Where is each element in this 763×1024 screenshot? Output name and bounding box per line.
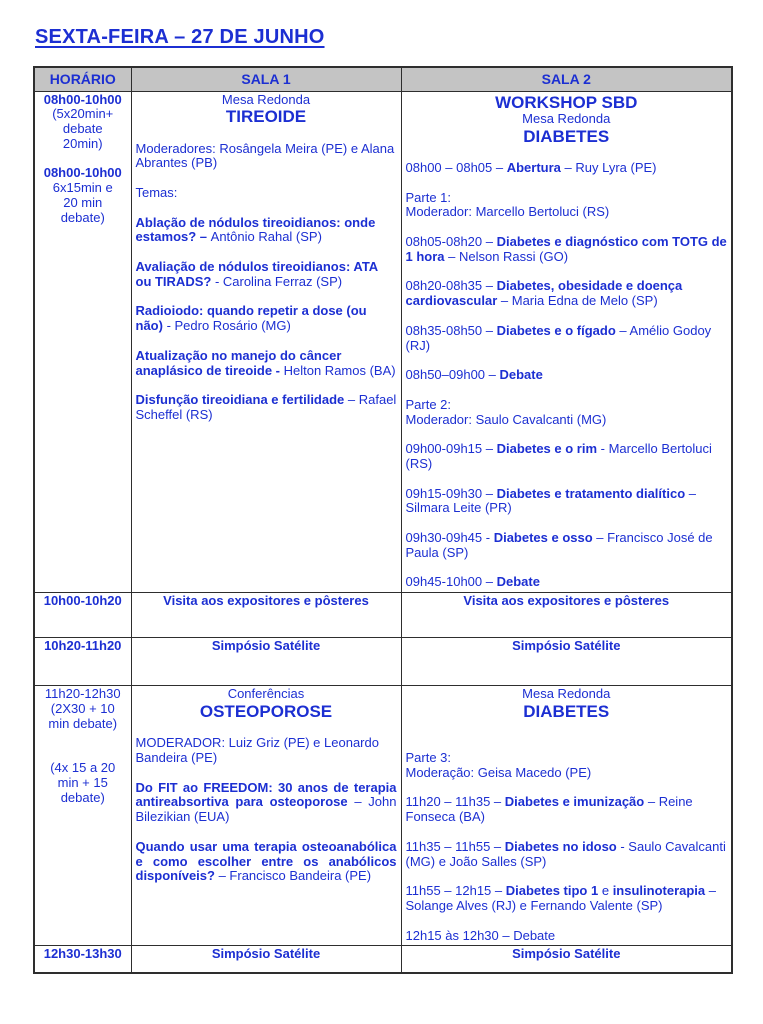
program-line xyxy=(39,122,127,137)
session-row-simposio-2 xyxy=(34,946,732,973)
program-line xyxy=(136,127,397,142)
sala2-cell-simposio xyxy=(401,946,732,973)
sala1-cell-osteoporose xyxy=(131,686,401,946)
program-line xyxy=(39,702,127,717)
text-run: Diabetes e o fígado xyxy=(496,322,616,338)
time-cell xyxy=(34,946,131,973)
text-run: 08h20-08h35 – xyxy=(405,278,497,294)
text-run: 10h00-10h20 xyxy=(43,593,122,609)
sala1-cell-visita xyxy=(131,593,401,638)
text-run: min + 15 xyxy=(57,774,108,790)
text-run: – Maria Edna de Melo (SP) xyxy=(497,293,658,309)
session-row-simposio-1 xyxy=(34,638,732,686)
sala1-cell-simposio xyxy=(131,638,401,686)
program-line xyxy=(406,766,728,781)
session-row-morning xyxy=(34,91,732,593)
program-line xyxy=(39,107,127,122)
program-line xyxy=(136,687,397,702)
text-run: Diabetes e tratamento dialítico xyxy=(496,485,686,501)
program-line xyxy=(406,869,728,884)
text-run: - Marcello Bertoluci (RS) xyxy=(405,441,712,472)
program-line xyxy=(136,722,397,737)
text-run: - Carolina Ferraz (SP) xyxy=(211,273,343,289)
program-line xyxy=(39,687,127,702)
session-heading xyxy=(136,107,397,127)
text-run: 09h15-09h30 – xyxy=(405,485,497,501)
text-run: 09h30-09h45 - xyxy=(405,530,494,546)
program-line xyxy=(406,324,728,354)
program-line xyxy=(406,191,728,206)
text-run: Diabetes no idoso xyxy=(504,838,617,854)
text-run: 09h45-10h00 – xyxy=(405,574,497,590)
session-heading xyxy=(406,93,728,113)
schedule-table xyxy=(33,66,733,974)
sala2-cell-diabetes-parte3 xyxy=(401,686,732,946)
program-line xyxy=(406,884,728,914)
program-line xyxy=(406,751,728,766)
program-line xyxy=(136,594,397,609)
text-run: 08h50–09h00 – xyxy=(405,367,500,383)
text-run: Abertura xyxy=(506,160,561,176)
text-run: Debate xyxy=(496,574,540,590)
program-line xyxy=(406,722,728,737)
text-run: – John Bilezikian (EUA) xyxy=(135,794,397,825)
program-line xyxy=(136,171,397,186)
program-line xyxy=(39,137,127,152)
program-line xyxy=(39,594,127,609)
text-run: 12h30-13h30 xyxy=(43,946,122,962)
program-line xyxy=(406,205,728,220)
text-run: (2X30 + 10 xyxy=(50,701,115,716)
program-line xyxy=(39,639,127,654)
program-line xyxy=(406,561,728,576)
text-run: Visita aos expositores e pôsteres xyxy=(463,593,670,609)
text-run: Simpósio Satélite xyxy=(512,946,621,962)
text-run: Temas: xyxy=(135,184,178,200)
time-cell xyxy=(34,686,131,946)
text-run: Avaliação de nódulos tireoidianos: ATA ou TIRADS? xyxy=(135,258,378,289)
text-run: 08h35-08h50 – xyxy=(405,322,497,338)
program-line xyxy=(406,687,728,702)
text-run: Simpósio Satélite xyxy=(211,638,321,654)
program-line xyxy=(39,211,127,226)
text-run: (5x20min+ xyxy=(52,106,114,122)
text-run: 11h35 – 11h55 – xyxy=(405,838,505,854)
program-line xyxy=(406,279,728,309)
text-run: Visita aos expositores e pôsteres xyxy=(163,593,369,609)
program-line xyxy=(406,176,728,191)
text-run: 10h20-11h20 xyxy=(44,638,122,654)
text-run: (4x 15 a 20 xyxy=(50,760,116,776)
program-line xyxy=(136,142,397,172)
program-line xyxy=(406,575,728,590)
text-run: 08h00-10h00 xyxy=(43,165,122,181)
program-line xyxy=(406,309,728,324)
program-line xyxy=(136,260,397,290)
program-line xyxy=(406,947,728,962)
program-line xyxy=(39,947,127,962)
program-line xyxy=(39,776,127,791)
text-run: OSTEOPOROSE xyxy=(199,702,333,721)
program-line xyxy=(406,736,728,751)
text-run: 6x15min e xyxy=(52,180,113,196)
page-title: SEXTA-FEIRA – 27 DE JUNHO xyxy=(35,26,325,48)
program-line xyxy=(136,349,397,379)
text-run: Moderação: Geisa Macedo (PE) xyxy=(405,764,592,780)
text-run: Simpósio Satélite xyxy=(211,946,321,962)
program-line xyxy=(406,929,728,944)
text-run: Antônio Rahal (SP) xyxy=(210,229,322,245)
text-run: – Solange Alves (RJ) e Fernando Valente (SP) xyxy=(405,883,716,914)
program-line xyxy=(136,216,397,246)
program-line xyxy=(406,353,728,368)
text-run: - Saulo Cavalcanti (MG) e João Salles (SP) xyxy=(405,838,726,869)
program-line xyxy=(136,840,397,884)
text-run: insulinoterapia xyxy=(612,883,706,899)
text-run: debate xyxy=(62,121,103,137)
program-line xyxy=(406,825,728,840)
column-header-sala2: SALA 2 xyxy=(401,67,732,91)
program-line xyxy=(406,413,728,428)
text-run: – Francisco José de Paula (SP) xyxy=(405,530,713,560)
time-cell xyxy=(34,593,131,638)
text-run: Parte 2: xyxy=(405,396,452,412)
program-line xyxy=(406,265,728,280)
text-run: Disfunção tireoidiana e fertilidade xyxy=(135,392,345,408)
text-run: Radioiodo: quando repetir a dose (ou não) xyxy=(135,303,367,334)
program-line xyxy=(406,383,728,398)
program-line xyxy=(136,201,397,216)
text-run: Helton Ramos (BA) xyxy=(280,362,396,378)
sala1-cell-simposio xyxy=(131,946,401,973)
program-line xyxy=(406,427,728,442)
text-run: Diabetes, obesidade e doença cardiovascular xyxy=(405,278,683,309)
text-run: Moderador: Saulo Cavalcanti (MG) xyxy=(405,411,607,427)
text-run: min debate) xyxy=(48,715,118,731)
program-line xyxy=(136,93,397,108)
sala2-cell-simposio xyxy=(401,638,732,686)
text-run: Atualização no manejo do câncer anaplásico de tireoide - xyxy=(135,347,342,378)
text-run: – Reine Fonseca (BA) xyxy=(405,794,693,825)
program-line xyxy=(39,761,127,776)
time-cell xyxy=(34,638,131,686)
program-line xyxy=(406,442,728,472)
text-run: MODERADOR: Luiz Griz (PE) e Leonardo Bandeira (PE) xyxy=(135,735,379,766)
text-run: DIABETES xyxy=(523,702,610,721)
program-line xyxy=(406,235,728,265)
session-heading xyxy=(406,702,728,722)
sala2-cell-workshop-diabetes xyxy=(401,91,732,593)
text-run: Simpósio Satélite xyxy=(512,638,621,654)
program-line xyxy=(406,840,728,870)
program-line xyxy=(406,594,728,609)
program-line xyxy=(136,290,397,305)
text-run: Conferências xyxy=(227,686,305,702)
text-run: 12h15 às 12h30 – Debate xyxy=(405,927,556,943)
program-line xyxy=(39,732,127,747)
text-run: Mesa Redonda xyxy=(522,686,611,702)
program-line xyxy=(39,791,127,806)
program-line xyxy=(406,161,728,176)
text-run: 11h55 – 12h15 – xyxy=(405,883,506,899)
program-line xyxy=(406,472,728,487)
text-run: Moderador: Marcello Bertoluci (RS) xyxy=(405,204,610,220)
program-line xyxy=(39,717,127,732)
text-run: - Pedro Rosário (MG) xyxy=(162,318,291,334)
program-line xyxy=(136,766,397,781)
program-line xyxy=(39,152,127,167)
text-run: – Francisco Bandeira (PE) xyxy=(214,868,372,884)
program-line xyxy=(39,166,127,181)
text-run: Diabetes e imunização xyxy=(504,794,645,810)
text-run: Parte 3: xyxy=(405,750,452,766)
text-run: debate) xyxy=(60,209,105,225)
program-line xyxy=(406,914,728,929)
program-line xyxy=(406,516,728,531)
program-line xyxy=(136,393,397,423)
program-line xyxy=(406,639,728,654)
session-row-visita-expositores xyxy=(34,593,732,638)
text-run: Debate xyxy=(499,367,543,383)
program-line xyxy=(406,781,728,796)
program-line xyxy=(406,398,728,413)
program-line xyxy=(136,825,397,840)
program-line xyxy=(136,947,397,962)
program-line xyxy=(406,795,728,825)
text-run: – Amélio Godoy (RJ) xyxy=(405,322,712,353)
text-run: 08h00 – 08h05 – xyxy=(405,160,507,176)
text-run: – Silmara Leite (PR) xyxy=(405,485,696,516)
program-line xyxy=(406,531,728,561)
text-run: e xyxy=(598,883,613,899)
text-run: 20min) xyxy=(62,135,103,151)
program-line xyxy=(136,639,397,654)
program-line xyxy=(39,196,127,211)
time-cell xyxy=(34,91,131,593)
program-line xyxy=(39,181,127,196)
text-run: 09h00-09h15 – xyxy=(405,441,497,457)
program-line xyxy=(406,146,728,161)
session-heading xyxy=(406,127,728,147)
text-run: DIABETES xyxy=(523,126,610,146)
table-header-row xyxy=(34,67,732,91)
sala1-cell-tireoide xyxy=(131,91,401,593)
text-run: Moderadores: Rosângela Meira (PE) e Alana Abrantes (PB) xyxy=(135,140,395,171)
program-line xyxy=(136,334,397,349)
program-line xyxy=(136,245,397,260)
text-run: Diabetes e diagnóstico com TOTG de 1 hora xyxy=(405,234,727,264)
text-run: 11h20 – 11h35 – xyxy=(405,794,505,810)
text-run: debate) xyxy=(60,789,105,805)
text-run: 11h20-12h30 xyxy=(44,686,121,702)
program-line xyxy=(406,487,728,517)
program-line xyxy=(136,186,397,201)
text-run: TIREOIDE xyxy=(225,107,307,127)
session-row-late-morning xyxy=(34,686,732,946)
program-line xyxy=(136,304,397,334)
text-run: Quando usar uma terapia osteoanabólica e como escolher entre os anabólicos disponíveis? xyxy=(135,838,397,884)
text-run: Diabetes tipo 1 xyxy=(505,883,599,899)
program-line xyxy=(136,781,397,825)
text-run: – Ruy Lyra (PE) xyxy=(560,160,657,176)
text-run: – Rafael Scheffel (RS) xyxy=(135,392,397,422)
program-line xyxy=(406,112,728,127)
text-run: – Nelson Rassi (GO) xyxy=(444,248,569,264)
text-run: Parte 1: xyxy=(405,189,452,205)
program-line xyxy=(136,736,397,766)
text-run: 20 min xyxy=(63,195,103,211)
text-run: Mesa Redonda xyxy=(221,91,311,107)
text-run: Diabetes e o rim xyxy=(496,441,598,457)
text-run: Ablação de nódulos tireoidianos: onde estamos? – xyxy=(135,214,376,245)
text-run: 08h05-08h20 – xyxy=(405,234,497,250)
column-header-horario: HORÁRIO xyxy=(34,67,131,91)
text-run: Do FIT ao FREEDOM: 30 anos de terapia antireabsortiva para osteoporose xyxy=(135,779,397,810)
text-run: Mesa Redonda xyxy=(522,111,611,126)
program-line xyxy=(406,368,728,383)
program-line xyxy=(406,220,728,235)
column-header-sala1: SALA 1 xyxy=(131,67,401,91)
sala2-cell-visita xyxy=(401,593,732,638)
text-run: Diabetes e osso xyxy=(493,530,593,546)
session-heading xyxy=(136,702,397,722)
program-line xyxy=(39,746,127,761)
text-run: 08h00-10h00 xyxy=(43,91,122,107)
text-run: WORKSHOP SBD xyxy=(495,92,638,112)
program-line xyxy=(136,378,397,393)
program-line xyxy=(39,93,127,108)
